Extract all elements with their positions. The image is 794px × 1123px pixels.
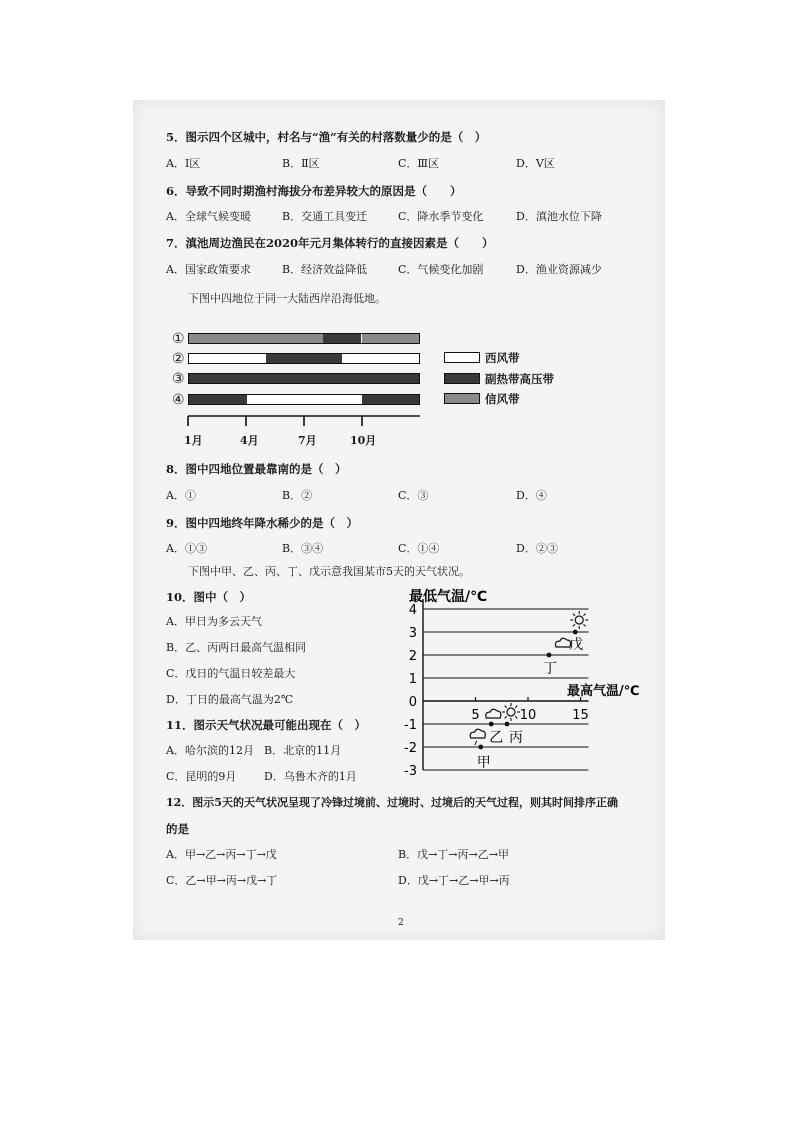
sun-icon	[575, 616, 583, 624]
question-7-stem: 7．滇池周边渔民在2020年元月集体转行的直接因素是（ ）	[166, 236, 494, 250]
intro-text-q8: 下图中四地位于同一大陆西岸沿海低地。	[188, 292, 386, 305]
wind-bar-row-1	[188, 333, 420, 344]
legend-label-trade-winds: 信风带	[485, 392, 520, 406]
data-point-丁	[547, 653, 552, 658]
chart-ylabel: 最低气温/℃	[409, 589, 488, 605]
point-label-丁: 丁	[543, 661, 557, 677]
q12-option-c[interactable]: C．乙→甲→丙→戊→丁	[166, 874, 278, 887]
sun-ray	[573, 614, 575, 616]
row-label-1: ①	[172, 331, 185, 347]
wind-segment-high	[189, 395, 247, 404]
y-tick-label: 4	[408, 603, 417, 618]
q5-option-b[interactable]: B．Ⅱ区	[282, 157, 320, 170]
wind-segment-west	[189, 354, 266, 363]
q11-option-c[interactable]: C．昆明的9月	[166, 770, 237, 783]
q8-option-c[interactable]: C．③	[398, 489, 429, 502]
x-tick-label: 5	[471, 708, 480, 723]
q11-option-d[interactable]: D．乌鲁木齐的1月	[264, 770, 357, 783]
question-6-stem: 6．导致不同时期渔村海拔分布差异较大的原因是（ ）	[166, 184, 462, 198]
sun-ray	[583, 624, 585, 626]
q11-option-a[interactable]: A．哈尔滨的12月	[166, 744, 254, 757]
point-label-丙: 丙	[509, 730, 523, 746]
row-label-4: ④	[172, 392, 185, 408]
question-12-stem-line1: 12．图示5天的天气状况呈现了冷锋过境前、过境时、过境后的天气过程，则其时间排序正确	[166, 796, 618, 809]
month-label-10: 10月	[350, 434, 377, 447]
q10-option-d[interactable]: D．丁日的最高气温为2℃	[166, 693, 294, 706]
month-label-4: 4月	[240, 434, 259, 447]
q8-option-b[interactable]: B．②	[282, 489, 313, 502]
wind-bar-row-4	[188, 394, 420, 405]
month-label-7: 7月	[298, 434, 317, 447]
cloud-icon	[470, 729, 485, 738]
q5-option-c[interactable]: C．Ⅲ区	[398, 157, 440, 170]
month-label-1: 1月	[184, 434, 203, 447]
data-point-乙	[489, 722, 494, 727]
wind-segment-high	[266, 354, 343, 363]
y-tick-label: -2	[404, 741, 417, 756]
q8-option-a[interactable]: A．①	[166, 489, 196, 502]
wind-segment-trade	[362, 334, 420, 343]
wind-segment-trade	[189, 334, 323, 343]
legend-label-subtropical-high: 副热带高压带	[485, 372, 554, 386]
q12-option-d[interactable]: D．戊→丁→乙→甲→丙	[398, 874, 510, 887]
y-tick-label: -3	[404, 764, 417, 779]
q12-option-a[interactable]: A．甲→乙→丙→丁→戊	[166, 848, 277, 861]
bleed-through	[600, 124, 610, 139]
question-12-stem-line2: 的是	[166, 822, 189, 836]
question-8-stem: 8．图中四地位置最靠南的是（ ）	[166, 462, 347, 476]
sun-ray	[515, 716, 517, 718]
sun-ray	[515, 706, 517, 708]
q5-option-a[interactable]: A．Ⅰ区	[166, 157, 201, 170]
data-point-甲	[478, 745, 483, 750]
chart-xlabel: 最高气温/℃	[567, 684, 640, 699]
x-tick-label: 15	[572, 708, 589, 723]
wind-segment-west	[342, 354, 419, 363]
q7-option-b[interactable]: B．经济效益降低	[282, 263, 368, 276]
sun-icon	[507, 708, 515, 716]
wind-segment-high	[323, 334, 361, 343]
legend-swatch-trade-winds	[444, 393, 480, 404]
y-tick-label: 3	[408, 626, 417, 641]
q5-option-d[interactable]: D．Ⅴ区	[516, 157, 555, 170]
q10-option-b[interactable]: B．乙、丙两日最高气温相同	[166, 641, 307, 654]
q11-option-b[interactable]: B．北京的11月	[264, 744, 342, 757]
legend-swatch-subtropical-high	[444, 373, 480, 384]
data-point-丙	[505, 722, 510, 727]
wind-bar-row-3	[188, 373, 420, 384]
page-number: 2	[398, 918, 404, 928]
sun-ray	[573, 624, 575, 626]
y-tick-label: -1	[404, 718, 417, 733]
question-11-stem: 11．图示天气状况最可能出现在（ ）	[166, 718, 367, 732]
q12-option-b[interactable]: B．戊→丁→丙→乙→甲	[398, 848, 509, 861]
q7-option-a[interactable]: A．国家政策要求	[166, 263, 251, 276]
month-axis	[180, 410, 430, 432]
question-5-stem: 5．图示四个区城中，村名与“渔”有关的村落数量少的是（ ）	[166, 130, 487, 144]
wind-segment-west	[247, 395, 362, 404]
q6-option-a[interactable]: A．全球气候变暖	[166, 210, 251, 223]
sun-ray	[505, 706, 507, 708]
q8-option-d[interactable]: D．④	[516, 489, 547, 502]
q7-option-d[interactable]: D．渔业资源减少	[516, 263, 602, 276]
cloud-icon	[486, 709, 501, 718]
point-label-甲: 甲	[476, 755, 491, 771]
data-point-戊	[573, 630, 578, 635]
q9-option-d[interactable]: D．②③	[516, 542, 558, 555]
row-label-3: ③	[172, 371, 185, 387]
y-tick-label: 0	[408, 695, 417, 710]
point-label-乙: 乙	[489, 730, 504, 746]
rain-icon	[475, 741, 477, 745]
legend-swatch-westerlies	[444, 352, 480, 363]
q10-option-a[interactable]: A．甲日为多云天气	[166, 615, 262, 628]
q9-option-c[interactable]: C．①④	[398, 542, 440, 555]
temperature-chart	[395, 585, 660, 790]
sun-ray	[505, 716, 507, 718]
question-9-stem: 9．图中四地终年降水稀少的是（ ）	[166, 516, 358, 530]
question-10-stem: 10．图中（ ）	[166, 590, 252, 604]
q6-option-c[interactable]: C．降水季节变化	[398, 210, 484, 223]
wind-bar-row-2	[188, 353, 420, 364]
intro-text-q10: 下图中甲、乙、丙、丁、戊示意我国某市5天的天气状况。	[188, 565, 470, 578]
row-label-2: ②	[172, 351, 185, 367]
wind-segment-high	[189, 374, 419, 383]
y-tick-label: 1	[408, 672, 417, 687]
q9-option-b[interactable]: B．③④	[282, 542, 324, 555]
q10-option-c[interactable]: C．戊日的气温日较差最大	[166, 667, 296, 680]
q6-option-d[interactable]: D．滇池水位下降	[516, 210, 602, 223]
wind-segment-high	[362, 395, 420, 404]
legend-label-westerlies: 西风带	[485, 351, 520, 365]
q9-option-a[interactable]: A．①③	[166, 542, 207, 555]
point-label-戊: 戊	[569, 637, 584, 653]
q6-option-b[interactable]: B．交通工具变迁	[282, 210, 368, 223]
sun-ray	[583, 614, 585, 616]
x-tick-label: 10	[519, 708, 537, 723]
q7-option-c[interactable]: C．气候变化加剧	[398, 263, 484, 276]
y-tick-label: 2	[408, 649, 417, 664]
